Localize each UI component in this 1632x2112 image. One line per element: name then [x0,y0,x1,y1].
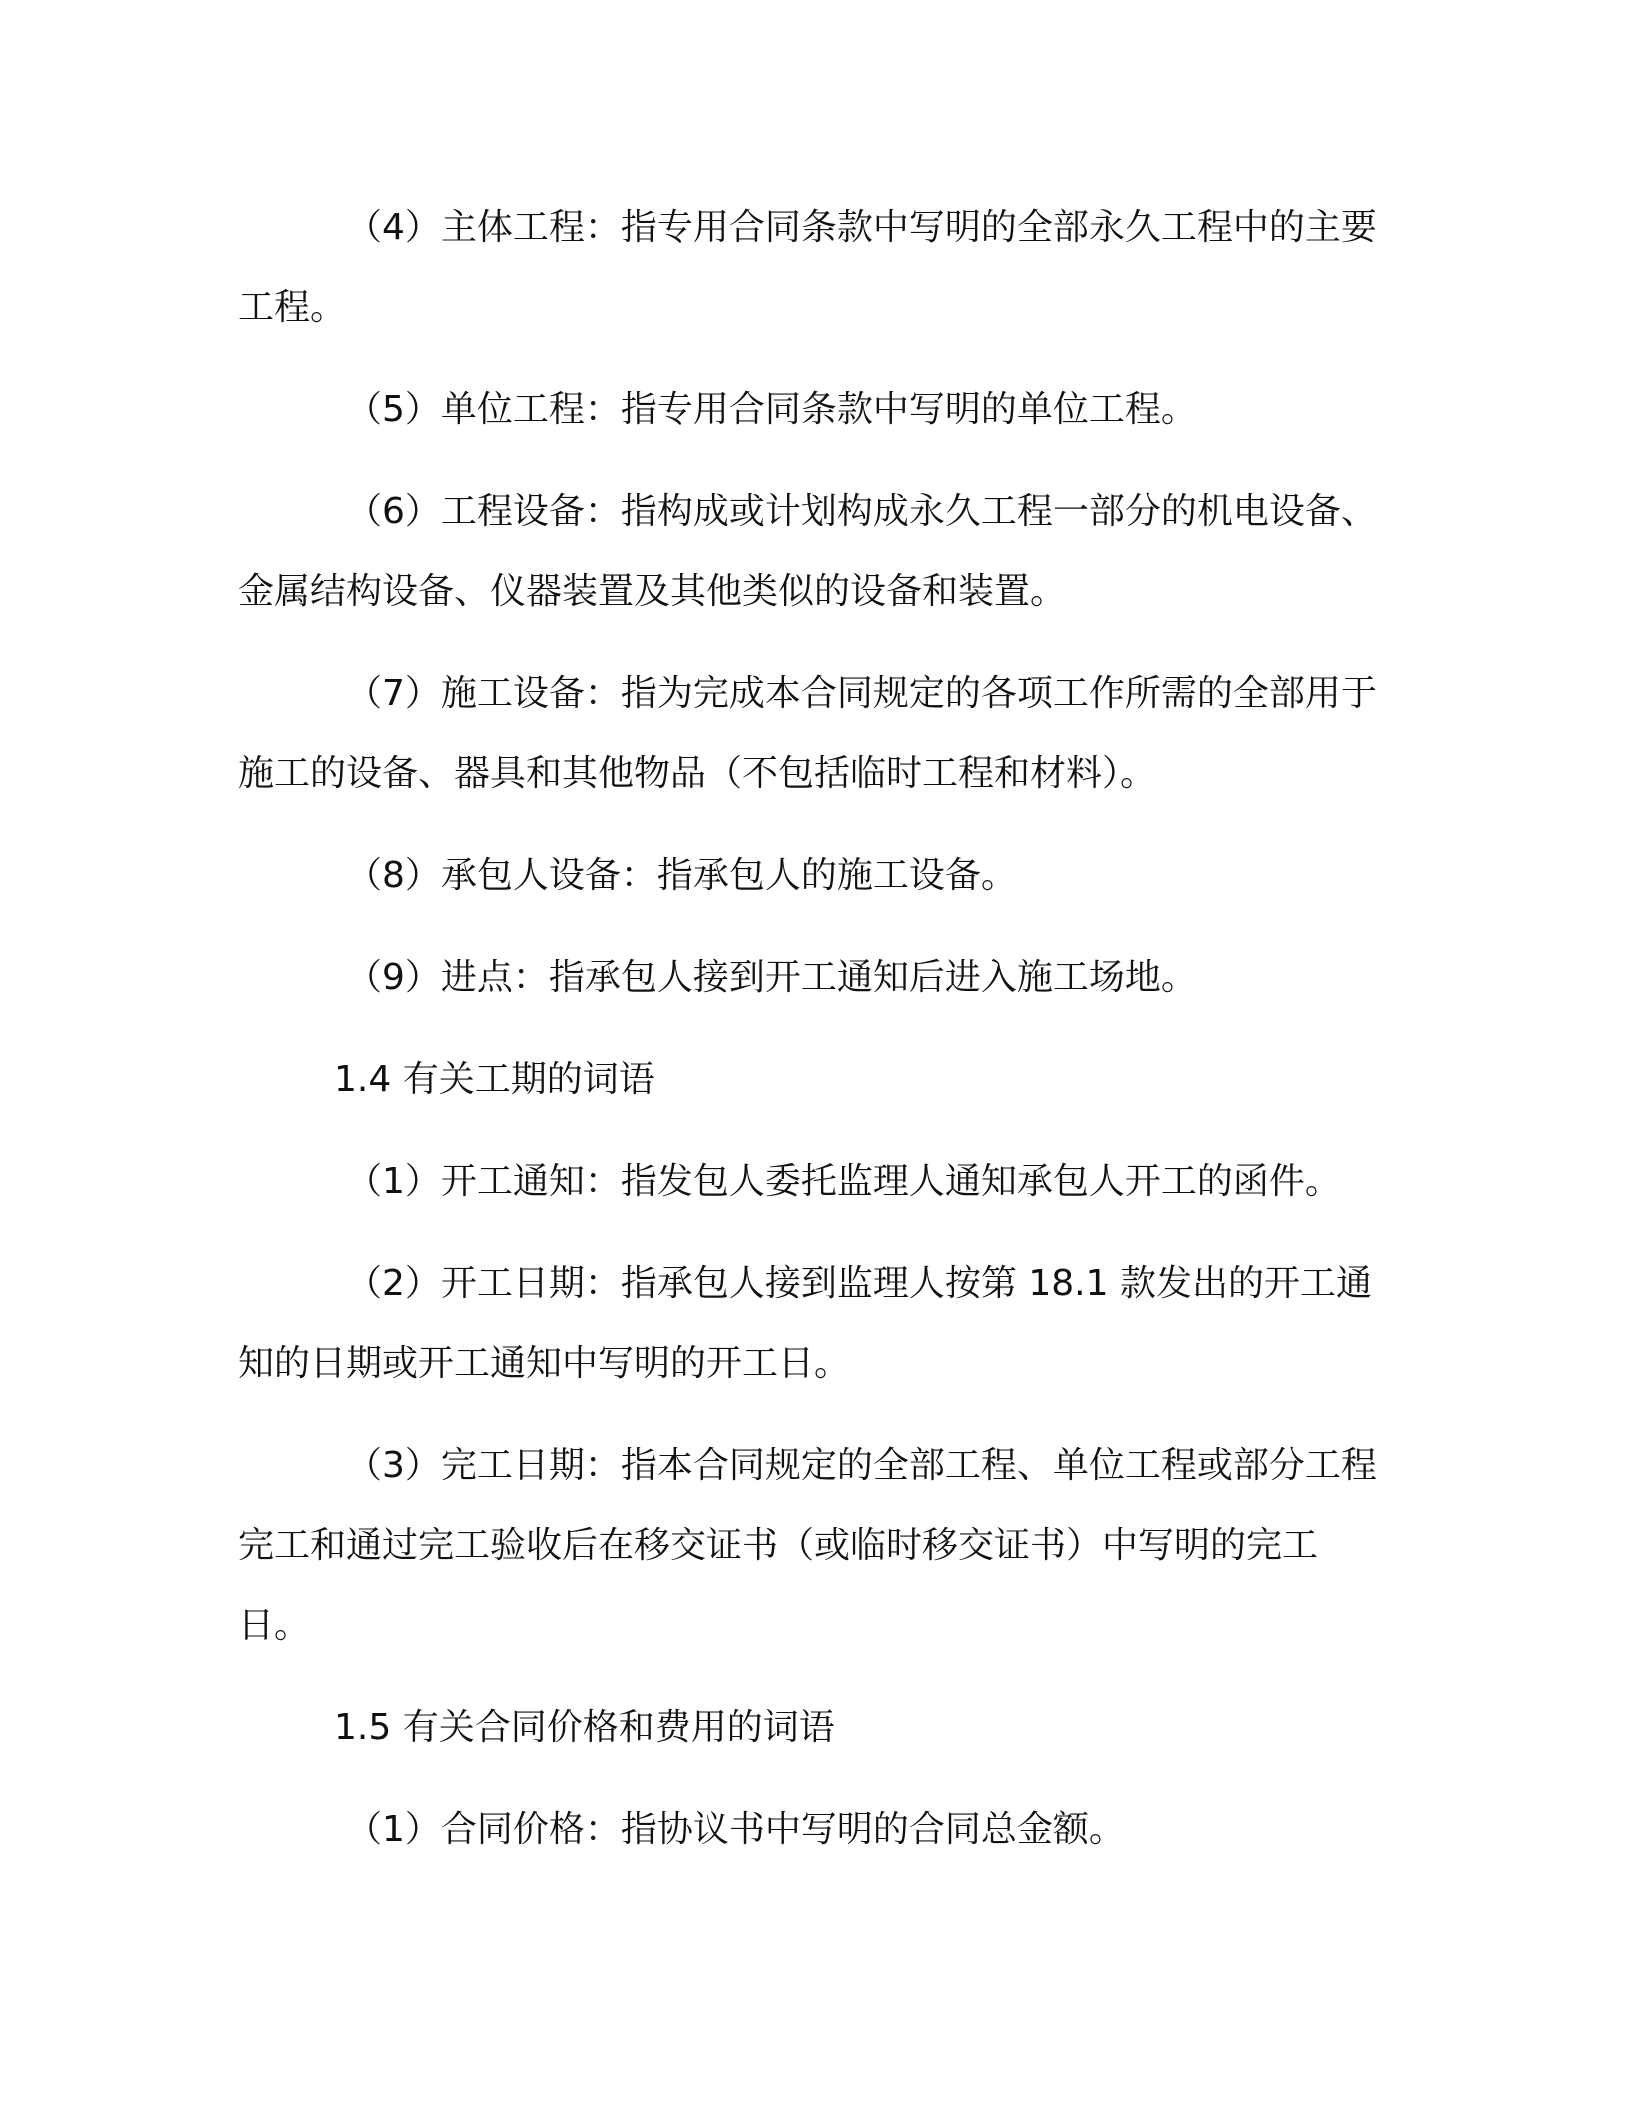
paragraph-gap [238,1404,1386,1426]
paragraph-commencement-date: （2）开工日期：指承包人接到监理人按第 18.1 款发出的开工通知的日期或开工通知中写明的开工日。 [238,1263,1372,1384]
paragraph-gap [238,632,1386,654]
paragraph-unit-works: （5）单位工程：指专用合同条款中写明的单位工程。 [346,389,1197,430]
paragraph-gap [238,1768,1386,1790]
paragraph-contract-price: （1）合同价格：指协议书中写明的合同总金额。 [346,1809,1125,1850]
paragraph-gap [238,1666,1386,1688]
paragraph-gap [238,1018,1386,1040]
paragraph-gap [238,916,1386,938]
paragraph-engineering-equipment: （6）工程设备：指构成或计划构成永久工程一部分的机电设备、金属结构设备、仪器装置及其他类似的设备和装置。 [238,491,1377,612]
paragraph-construction-equipment: （7）施工设备：指为完成本合同规定的各项工作所需的全部用于施工的设备、器具和其他物品（不包括临时工程和材料）。 [238,673,1377,794]
paragraph-gap [238,1120,1386,1142]
paragraph-gap [238,814,1386,836]
paragraph-contractor-equipment: （8）承包人设备：指承包人的施工设备。 [346,855,1017,896]
paragraph-completion-date: （3）完工日期：指本合同规定的全部工程、单位工程或部分工程完工和通过完工验收后在移交证书（或临时移交证书）中写明的完工日。 [238,1445,1377,1646]
section-heading-contract-price: 1.5 有关合同价格和费用的词语 [334,1707,835,1748]
paragraph-main-works: （4）主体工程：指专用合同条款中写明的全部永久工程中的主要工程。 [238,207,1377,328]
paragraph-commencement-notice: （1）开工通知：指发包人委托监理人通知承包人开工的函件。 [346,1161,1341,1202]
section-heading-construction-period: 1.4 有关工期的词语 [334,1059,655,1100]
document-body [238,188,1386,1870]
paragraph-gap [238,348,1386,370]
paragraph-gap [238,1222,1386,1244]
paragraph-gap [238,450,1386,472]
paragraph-site-entry: （9）进点：指承包人接到开工通知后进入施工场地。 [346,957,1197,998]
